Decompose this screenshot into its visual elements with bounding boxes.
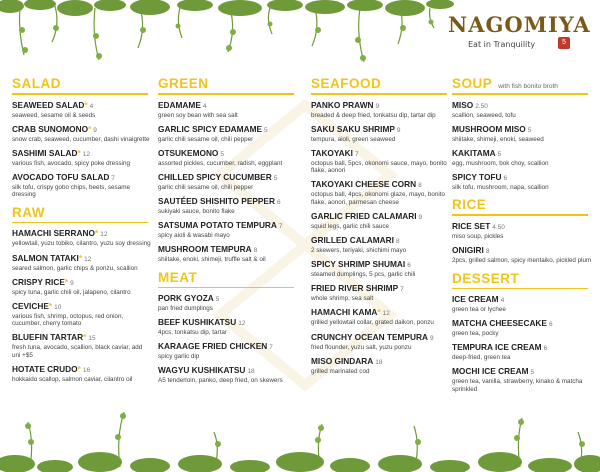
menu-item-name: MISO GINDARA (311, 355, 374, 366)
menu-item-name: SAUTÉED SHISHITO PEPPER (158, 195, 275, 206)
menu-item-description: grilled marinated cod (311, 367, 370, 375)
menu-section-meat (158, 270, 298, 385)
menu-item-header (452, 221, 592, 233)
menu-item-name: EDAMAME (158, 99, 201, 110)
menu-item-description: assorted pickles, cucumber, radish, eggplant (158, 159, 283, 167)
menu-item (12, 332, 152, 359)
menu-item-name: CEVICHE (12, 300, 49, 311)
menu-item-name: ICE CREAM (452, 294, 499, 305)
menu-item-description: squid legs, garlic chili sauce (311, 223, 390, 231)
menu-item-header (311, 307, 451, 319)
menu-item-name: CHILLED SPICY CUCUMBER (158, 171, 272, 182)
menu-item (12, 172, 152, 199)
menu-item-description: 2 skewers, teriyaki, shichimi mayo (311, 247, 407, 255)
menu-item-description: fresh tuna, avocado, scallion, black caviar, add uni +$5 (12, 344, 143, 360)
raw-warning-star: * (77, 147, 81, 158)
menu-item-description: green tea, pocky (452, 330, 499, 338)
menu-item-header (452, 172, 592, 184)
menu-item-description: octopus ball, 4pcs, okonomi glaze, mayo, bonito flake, aonori, parmesan cheese (311, 191, 446, 206)
menu-column-4 (452, 76, 592, 400)
menu-item-name: TAKOYAKI (311, 147, 353, 158)
menu-item-description: sukiyaki sauce, bonito flake (158, 207, 235, 215)
menu-item-name: SPICY TOFU (452, 171, 502, 182)
logo-title: NAGOMIYA (448, 12, 591, 37)
menu-column-1 (12, 76, 152, 390)
section-header (452, 76, 592, 91)
menu-item-description: silk tofu, mushroom, napa, scallion (452, 183, 549, 191)
menu-item-header (12, 277, 152, 289)
menu-item-header (452, 245, 592, 257)
menu-item-header (158, 196, 298, 208)
menu-item-description: snow crab, seaweed, cucumber, dashi vinaigrette (12, 135, 150, 143)
menu-item (452, 366, 592, 393)
menu-item-header (158, 244, 298, 256)
menu-item (12, 148, 152, 168)
menu-item-name: MOCHI ICE CREAM (452, 366, 529, 377)
menu-item-price: 8 (253, 247, 258, 255)
menu-item-price: 8 (485, 247, 490, 255)
menu-item-description: hokkaido scallop, salmon caviar, cilantro oil (12, 376, 133, 384)
section-title: DESSERT (452, 270, 520, 286)
section-title: GREEN (158, 76, 209, 91)
menu-item (158, 172, 298, 192)
menu-item-header (12, 124, 152, 136)
menu-item-description: yellowtail, yuzu tobiko, cilantro, yuzu soy dressing (12, 240, 151, 248)
menu-item-name: SALMON TATAKI (12, 252, 79, 263)
menu-item-description: green tea or lychee (452, 306, 506, 314)
menu-section-soup (452, 76, 592, 191)
menu-item (12, 277, 152, 297)
menu-item-name: PANKO PRAWN (311, 99, 374, 110)
menu-item-price: 12 (238, 320, 246, 328)
menu-item (311, 283, 451, 303)
menu-item (12, 228, 152, 248)
menu-item-description: breaded & deep fried, tonkatsu dip, tartar dip (311, 111, 436, 119)
menu-item-header (311, 124, 451, 136)
menu-item (12, 124, 152, 144)
menu-item-price: 4 (89, 102, 94, 110)
menu-item-description: fried flounder, yuzu salt, yuzu ponzu (311, 343, 412, 351)
menu-item-price: 18 (247, 368, 255, 376)
menu-section-raw (12, 205, 152, 384)
menu-item-header (158, 148, 298, 160)
menu-item-header (12, 332, 152, 344)
menu-item-name: PORK GYOZA (158, 293, 214, 304)
menu-item-name: HAMACHI SERRANO (12, 228, 95, 239)
menu-item-description: green soy bean with sea salt (158, 111, 238, 119)
menu-item (452, 172, 592, 192)
menu-item-description: 4pcs, tonkatsu dip, tartar (158, 329, 227, 337)
section-divider (452, 288, 588, 290)
menu-item-description: tempura, aioli, green seaweed (311, 135, 396, 143)
menu-item (158, 341, 298, 361)
menu-item-price: 12 (82, 150, 90, 158)
menu-item-name: FRIED RIVER SHRIMP (311, 283, 399, 294)
menu-item-price: 9 (375, 102, 380, 110)
menu-item-name: TAKOYAKI CHEESE CORN (311, 179, 417, 190)
section-header (452, 197, 592, 212)
menu-item (452, 100, 592, 120)
menu-item (158, 148, 298, 168)
menu-section-seafood (311, 76, 451, 375)
menu-item-description: seared salmon, garlic chips & ponzu, scallion (12, 264, 138, 272)
raw-warning-star: * (78, 252, 83, 263)
menu-item-description: spicy tuna, garlic chili oil, jalapeno, cilantro (12, 288, 131, 296)
menu-item-name: WAGYU KUSHIKATSU (158, 365, 246, 376)
menu-item-name: MATCHA CHEESECAKE (452, 318, 547, 329)
menu-item-price: 2.50 (475, 102, 488, 110)
menu-item-header (452, 124, 592, 136)
menu-item-name: SATSUMA POTATO TEMPURA (158, 219, 277, 230)
menu-item-description: garlic chili sesame oil, chili pepper (158, 183, 254, 191)
menu-item-name: HAMACHI KAMA (311, 307, 378, 318)
menu-item-header (452, 294, 592, 306)
section-title: SEAFOOD (311, 76, 382, 91)
menu-item-description: various fish, shrimp, octopus, red onion, cucumber, cherry tomato (12, 312, 124, 328)
menu-item-description: egg, mushroom, bok choy, scallion (452, 159, 549, 167)
menu-item (311, 235, 451, 255)
menu-item-description: shiitake, shimeji, enoki, seaweed (452, 135, 544, 143)
menu-item-description: grilled yellowtail collar, grated daikon, ponzu (311, 319, 434, 327)
menu-item-header (158, 172, 298, 184)
menu-column-2 (158, 76, 298, 391)
menu-item (452, 342, 592, 362)
section-divider (158, 93, 294, 95)
menu-item-header (12, 172, 152, 184)
menu-item-name: OTSUKEMONO (158, 147, 219, 158)
section-divider (158, 287, 294, 289)
menu-item-header (452, 342, 592, 354)
menu-item-name: GRILLED CALAMARI (311, 235, 394, 246)
menu-item (158, 317, 298, 337)
menu-item (158, 244, 298, 264)
menu-item-header (158, 100, 298, 112)
raw-warning-star: * (83, 332, 87, 343)
menu-item-name: GARLIC FRIED CALAMARI (311, 211, 417, 222)
menu-item-price: 9 (70, 279, 74, 287)
menu-item-price: 5 (497, 150, 502, 158)
menu-item (158, 220, 298, 240)
menu-item-description: whole shrimp, sea salt (311, 295, 374, 303)
menu-section-salad (12, 76, 152, 199)
menu-item-price: 15 (88, 335, 96, 343)
section-divider (311, 93, 447, 95)
menu-item-name: SAKU SAKU SHRIMP (311, 123, 395, 134)
menu-item-name: SPICY SHRIMP SHUMAI (311, 259, 406, 270)
menu-item-header (12, 228, 152, 240)
raw-warning-star: * (77, 364, 81, 375)
menu-item-header (158, 341, 298, 353)
menu-item-price: 7 (354, 150, 359, 158)
restaurant-logo (448, 6, 591, 58)
menu-item (311, 179, 451, 206)
menu-item-header (12, 100, 152, 112)
menu-item-description: spicy garlic dip (158, 353, 200, 361)
menu-item-description: seaweed, sesame oil & seeds (12, 111, 96, 119)
raw-warning-star: * (88, 123, 92, 134)
section-header (158, 76, 298, 91)
menu-item (158, 196, 298, 216)
menu-item-price: 5 (530, 369, 535, 377)
menu-item-name: KARAAGE FRIED CHICKEN (158, 341, 268, 352)
menu-item (158, 293, 298, 313)
menu-item-price: 4.50 (492, 223, 505, 231)
section-header (158, 270, 298, 285)
menu-item-description: A5 tenderloin, panko, deep fried, on skewers (158, 377, 283, 385)
menu-item (452, 318, 592, 338)
menu-item-price: 9 (418, 214, 423, 222)
menu-item-description: various fish, avocado, spicy poke dressing (12, 159, 130, 167)
menu-item-price: 5 (264, 126, 268, 134)
menu-item-price: 7 (278, 222, 283, 230)
menu-item-description: garlic chili sesame oil, chili pepper (158, 135, 254, 143)
menu-item-header (158, 124, 298, 136)
section-header (12, 205, 152, 220)
menu-item-price: 6 (407, 262, 411, 270)
menu-item (12, 100, 152, 120)
menu-item (311, 148, 451, 175)
menu-item (12, 301, 152, 328)
menu-item-name: AVOCADO TOFU SALAD (12, 171, 110, 182)
menu-column-3 (311, 76, 451, 381)
menu-item-name: KAKITAMA (452, 147, 496, 158)
menu-item-price: 5 (215, 296, 220, 304)
menu-item-description: 2pcs, grilled salmon, spicy mentaiko, pickled plum (452, 256, 592, 264)
menu-item (452, 124, 592, 144)
menu-item-name: GARLIC SPICY EDAMAME (158, 123, 263, 134)
menu-item-name: HOTATE CRUDO (12, 364, 78, 375)
menu-item (452, 294, 592, 314)
menu-item (158, 100, 298, 120)
menu-item-description: silk tofu, crispy gobo chips, beets, sesame dressing (12, 183, 130, 199)
menu-item-description: octopus ball, 5pcs, okonomi sauce, mayo, bonito flake, aonori (311, 159, 447, 175)
menu-item-header (12, 301, 152, 313)
menu-item-header (311, 211, 451, 223)
menu-item-price: 18 (375, 358, 383, 366)
menu-item-description: spicy aioli & wasabi mayo (158, 231, 230, 239)
menu-item-description: deep-fried, green tea (452, 354, 511, 362)
menu-item-header (311, 179, 451, 191)
menu-item-header (311, 332, 451, 344)
menu-item (311, 307, 451, 327)
menu-item-name: CRUNCHY OCEAN TEMPURA (311, 331, 428, 342)
menu-item-price: 5 (220, 150, 225, 158)
menu-item-price: 7 (269, 344, 273, 352)
raw-warning-star: * (64, 276, 69, 287)
raw-warning-star: * (94, 228, 99, 239)
menu-item-header (452, 148, 592, 160)
menu-item-header (452, 318, 592, 330)
menu-item-description: pan fried dumplings (158, 305, 213, 313)
menu-item (158, 124, 298, 144)
menu-item-name: BLUEFIN TARTAR (12, 332, 84, 343)
menu-item-price: 8 (395, 238, 400, 246)
menu-item-price: 6 (276, 198, 281, 206)
menu-item (158, 365, 298, 385)
menu-section-dessert (452, 271, 592, 394)
section-title: SALAD (12, 76, 61, 91)
menu-item-header (311, 235, 451, 247)
menu-section-rice (452, 197, 592, 264)
logo-badge: 5 (558, 37, 570, 49)
menu-item-name: BEEF KUSHIKATSU (158, 317, 237, 328)
menu-item (311, 356, 451, 376)
menu-item-name: ONIGIRI (452, 244, 484, 255)
menu-item-price: 16 (82, 367, 91, 375)
menu-item-price: 4 (202, 102, 207, 110)
menu-item-header (12, 148, 152, 160)
menu-item-description: green tea, vanilla, strawberry, kinako & matcha sprinkled (452, 378, 583, 393)
menu-item-price: 5 (527, 126, 532, 134)
section-header (12, 76, 152, 91)
menu-item-price: 4 (500, 297, 505, 305)
menu-item-header (311, 100, 451, 112)
menu-item-price: 10 (54, 303, 62, 311)
menu-item-header (452, 100, 592, 112)
section-title: MEAT (158, 269, 198, 285)
menu-item-description: scallion, seaweed, tofu (452, 111, 516, 119)
menu-item-name: RICE SET (452, 220, 491, 231)
menu-item-name: MUSHROOM MISO (452, 123, 526, 134)
menu-item-price: 9 (93, 126, 97, 134)
raw-warning-star: * (84, 99, 88, 110)
section-divider (12, 222, 148, 224)
menu-item-header (158, 317, 298, 329)
menu-item-header (311, 259, 451, 271)
menu-item-header (12, 253, 152, 265)
menu-item (12, 364, 152, 384)
menu-item-price: 9 (396, 126, 401, 134)
menu-item-header (158, 220, 298, 232)
section-header (311, 76, 451, 91)
section-note: with fish bonito broth (498, 83, 558, 90)
raw-warning-star: * (377, 307, 381, 318)
menu-item-header (311, 283, 451, 295)
menu-item-description: miso soup, pickles (452, 232, 504, 240)
menu-section-green (158, 76, 298, 264)
menu-item-price: 6 (503, 174, 508, 182)
menu-item-header (311, 148, 451, 160)
menu-item (311, 100, 451, 120)
menu-item-header (158, 293, 298, 305)
menu-item-header (311, 356, 451, 368)
menu-item-price: 12 (100, 231, 108, 239)
menu-item-name: TEMPURA ICE CREAM (452, 342, 542, 353)
menu-item (452, 148, 592, 168)
menu-item (311, 124, 451, 144)
menu-item-name: MISO (452, 99, 474, 110)
menu-item (311, 259, 451, 279)
menu-item-header (452, 366, 592, 378)
menu-item-price: 7 (111, 174, 116, 182)
menu-item-price: 9 (429, 334, 434, 342)
menu-item-header (12, 364, 152, 376)
logo-tagline: Eat in Tranquility (468, 40, 536, 49)
raw-warning-star: * (48, 300, 53, 311)
menu-item (12, 253, 152, 273)
section-divider (12, 93, 148, 95)
menu-item-name: MUSHROOM TEMPURA (158, 244, 252, 255)
menu-item-header (158, 365, 298, 377)
menu-item-name: CRISPY RICE (12, 276, 65, 287)
menu-item-price: 12 (84, 255, 92, 263)
menu-item-name: SEAWEED SALAD (12, 99, 85, 110)
menu-item-price: 7 (400, 286, 404, 294)
section-title: SOUP (452, 76, 493, 91)
menu-item-price: 8 (418, 182, 422, 190)
menu-item (452, 221, 592, 241)
menu-item (311, 211, 451, 231)
menu-item-description: shiitake, enoki, shimeji, truffle salt & oil (158, 256, 266, 264)
section-header (452, 271, 592, 286)
menu-item-name: CRAB SUNOMONO (12, 123, 89, 134)
menu-item-description: steamed dumplings, 5 pcs, garlic chili (311, 271, 416, 279)
menu-item-price: 12 (382, 310, 390, 318)
menu-item-name: SASHIMI SALAD (12, 147, 78, 158)
section-title: RICE (452, 197, 487, 213)
menu-item-price: 6 (543, 345, 548, 353)
menu-item (452, 245, 592, 265)
section-divider (452, 93, 588, 95)
section-title: RAW (12, 204, 45, 220)
menu-item (311, 332, 451, 352)
section-divider (452, 214, 588, 216)
menu-item-price: 5 (273, 174, 278, 182)
menu-item-price: 6 (548, 321, 553, 329)
